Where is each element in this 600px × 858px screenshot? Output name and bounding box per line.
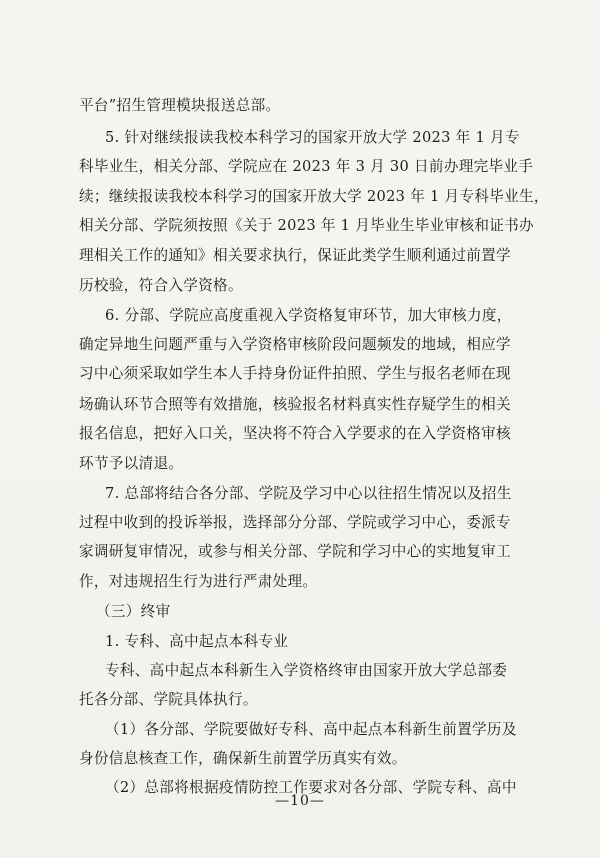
text-line: 环节予以清退。 — [79, 455, 184, 472]
page-number: —10— — [275, 793, 325, 809]
text-line: 确定异地生问题严重与入学资格审核阶段问题频发的地域，相应学 — [79, 336, 511, 353]
text-line: 专科、高中起点本科新生入学资格终审由国家开放大学总部委 — [105, 662, 508, 679]
text-line: 报名信息，把好入口关，坚决将不符合入学要求的在入学资格审核 — [79, 425, 511, 442]
text-line: 续；继续报读我校本科学习的国家开放大学 2023 年 1 月专科毕业生， — [79, 188, 549, 205]
text-line: 平台”招生管理模块报送总部。 — [79, 97, 281, 114]
text-line: 历校验，符合入学资格。 — [79, 277, 243, 294]
text-line: 相关分部、学院须按照《关于 2023 年 1 月毕业生毕业审核和证书办 — [79, 217, 534, 234]
text-line: （1）各分部、学院要做好专科、高中起点本科新生前置学历及 — [105, 721, 517, 738]
text-line: 习中心须采取如学生本人手持身份证件拍照、学生与报名老师在现 — [79, 365, 511, 382]
subsection-heading: 1. 专科、高中起点本科专业 — [105, 633, 289, 650]
text-line: 科毕业生，相关分部、学院应在 2023 年 3 月 30 日前办理完毕业手 — [79, 158, 534, 175]
text-line: 5. 针对继续报读我校本科学习的国家开放大学 2023 年 1 月专 — [105, 129, 520, 146]
text-line: 6. 分部、学院应高度重视入学资格复审环节，加大审核力度， — [105, 307, 512, 324]
text-line: 作，对违规招生行为进行严肃处理。 — [79, 573, 318, 590]
text-line: （2）总部将根据疫情防控工作要求对各分部、学院专科、高中 — [105, 779, 517, 796]
text-line: 家调研复审情况，或参与相关分部、学院和学习中心的实地复审工 — [79, 543, 511, 560]
text-line: 7. 总部将结合各分部、学院及学习中心以往招生情况以及招生 — [105, 485, 512, 502]
section-heading: （三）终审 — [96, 603, 171, 620]
text-line: 托各分部、学院具体执行。 — [79, 691, 258, 708]
text-line: 理相关工作的通知》相关要求执行，保证此类学生顺利通过前置学 — [79, 247, 511, 264]
text-line: 过程中收到的投诉举报，选择部分分部、学院或学习中心，委派专 — [79, 514, 511, 531]
text-line: 场确认环节合照等有效措施，核验报名材料真实性存疑学生的相关 — [79, 396, 511, 413]
text-line: 身份信息核查工作，确保新生前置学历真实有效。 — [79, 750, 407, 767]
